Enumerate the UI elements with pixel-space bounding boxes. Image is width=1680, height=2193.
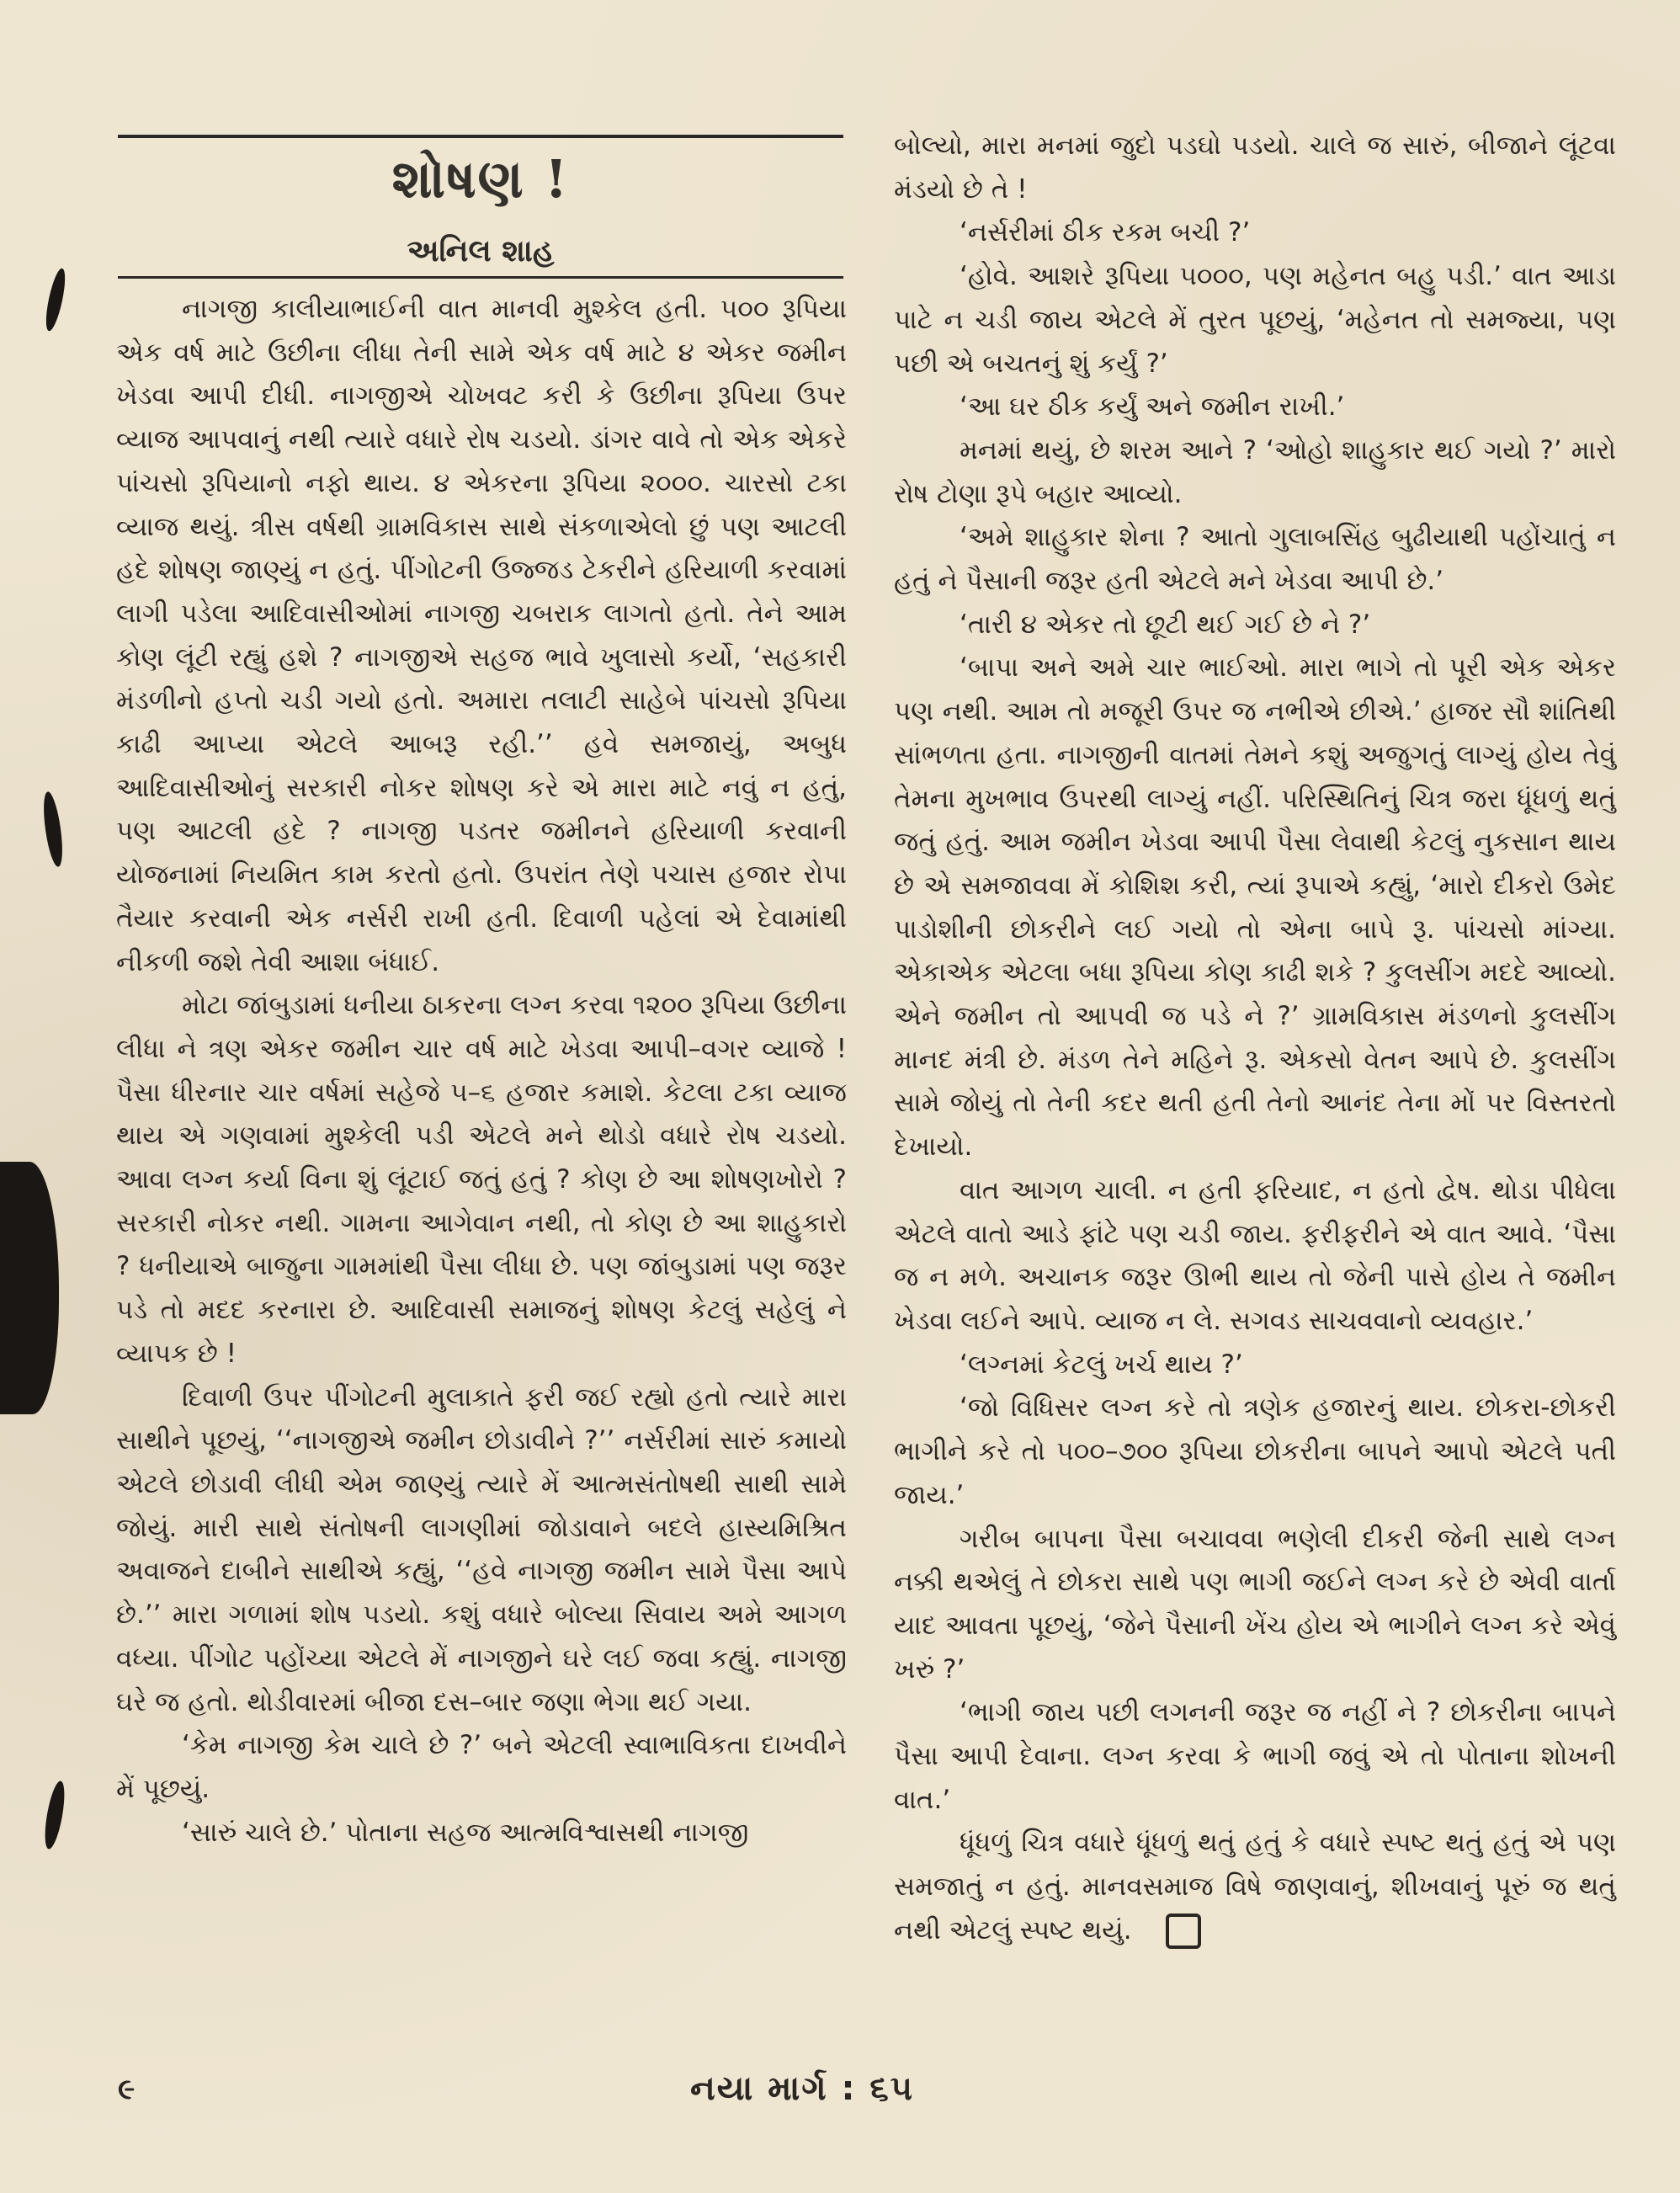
left-column: [116, 288, 847, 1855]
paragraph: ‘જો વિધિસર લગ્ન કરે તો ત્રણેક હજારનું થાય. છોકરા-છોકરી ભાગીને કરે તો ૫૦૦–૭૦૦ રૂપિયા છોકરીના બાપને આપો એટલે પતી જાય.’: [894, 1392, 1616, 1510]
paragraph: મોટા જાંબુડામાં ધનીયા ઠાકરના લગ્ન કરવા ૧૨૦૦ રૂપિયા ઉછીના લીધા ને ત્રણ એકર જમીન ચાર વર્ષ માટે ખેડવા આપી–વગર વ્યાજે ! પૈસા ધીરનાર ચાર વર્ષમાં સહેજે ૫–૬ હજાર કમાશે. કેટલા ટકા વ્યાજ થાય એ ગણવામાં મુશ્કેલી પડી એટલે મને થોડો વધારે રોષ ચડયો. આવા લગ્ન કર્યા વિના શું લૂંટાઈ જતું હતું ? કોણ છે આ શોષણખોરો ? સરકારી નોકર નથી. ગામના આગેવાન નથી, તો કોણ છે આ શાહુકારો ? ધનીયાએ બાજુના ગામમાંથી પૈસા લીધા છે. પણ જાંબુડામાં પણ જરૂર પડે તો મદદ કરનારા છે. આદિવાસી સમાજનું શોષણ કેટલું સહેલું ને વ્યાપક છે !: [116, 990, 847, 1369]
paragraph: ‘હોવે. આશરે રૂપિયા ૫૦૦૦, પણ મહેનત બહુ પડી.’ વાત આડા પાટે ન ચડી જાય એટલે મેં તુરત પૂછયું, ‘મહેનત તો સમજ્યા, પણ પછી એ બચતનું શું કર્યું ?’: [894, 261, 1616, 379]
paragraph: નાગજી કાલીયાભાઈની વાત માનવી મુશ્કેલ હતી. ૫૦૦ રૂપિયા એક વર્ષ માટે ઉછીના લીધા તેની સામે એક વર્ષ માટે ૪ એકર જમીન ખેડવા આપી દીધી. નાગજીએ ચોખવટ કરી કે ઉછીના રૂપિયા ઉપર વ્યાજ આપવાનું નથી ત્યારે વધારે રોષ ચડયો. ડાંગર વાવે તો એક એકરે પાંચસો રૂપિયાનો નફો થાય. ૪ એકરના રૂપિયા ૨૦૦૦. ચારસો ટકા વ્યાજ થયું. ત્રીસ વર્ષથી ગ્રામવિકાસ સાથે સંકળાએલો છું પણ આટલી હદે શોષણ જાણ્યું ન હતું. પીંગોટની ઉજ્જડ ટેકરીને હરિયાળી કરવામાં લાગી પડેલા આદિવાસીઓમાં નાગજી ચબરાક લાગતો હતો. તેને આમ કોણ લૂંટી રહ્યું હશે ? નાગજીએ સહજ ભાવે ખુલાસો કર્યો, ‘સહકારી મંડળીનો હપ્તો ચડી ગયો હતો. અમારા તલાટી સાહેબે પાંચસો રૂપિયા કાઢી આપ્યા એટલે આબરૂ રહી.’’ હવે સમજાયું, અબુધ આદિવાસીઓનું સરકારી નોકર શોષણ કરે એ મારા માટે નવું ન હતું, પણ આટલી હદે ? નાગજી પડતર જમીનને હરિયાળી કરવાની યોજનામાં નિયમિત કામ કરતો હતો. ઉપરાંત તેણે પચાસ હજાર રોપા તૈયાર કરવાની એક નર્સરી રાખી હતી. દિવાળી પહેલાં એ દેવામાંથી નીકળી જશે તેવી આશા બંધાઈ.: [116, 294, 847, 977]
paragraph: ‘આ ઘર ઠીક કર્યું અને જમીન રાખી.’: [960, 391, 1345, 423]
paragraph: ‘અમે શાહુકાર શેના ? આતો ગુલાબસિંહ બુઢીયાથી પહોંચાતું ન હતું ને પૈસાની જરૂર હતી એટલે મને ખેડવા આપી છે.’: [894, 522, 1616, 597]
paper-damage: [42, 267, 68, 333]
paragraph-text: ધૂંધળું ચિત્ર વધારે ધૂંધળું થતું હતું કે વધારે સ્પષ્ટ થતું હતું એ પણ સમજાતું ન હતું. માનવસમાજ વિષે જાણવાનું, શીખવાનું પૂરું જ થતું નથી એટલું સ્પષ્ટ થયું.: [894, 1828, 1616, 1945]
paragraph: ‘સારું ચાલે છે.’ પોતાના સહજ આત્મવિશ્વાસથી નાગજી: [182, 1817, 749, 1848]
paragraph: ‘લગ્નમાં કેટલું ખર્ચ થાય ?’: [960, 1349, 1243, 1380]
paragraph: દિવાળી ઉપર પીંગોટની મુલાકાતે ફરી જઈ રહ્યો હતો ત્યારે મારા સાથીને પૂછયું, ‘‘નાગજીએ જમીન છોડાવીને ?’’ નર્સરીમાં સારું કમાયો એટલે છોડાવી લીધી એમ જાણ્યું ત્યારે મેં આત્મસંતોષથી સાથી સામે જોયું. મારી સાથે સંતોષની લાગણીમાં જોડાવાને બદલે હાસ્યમિશ્રિત અવાજને દાબીને સાથીએ કહ્યું, ‘‘હવે નાગજી જમીન સામે પૈસા આપે છે.’’ મારા ગળામાં શોષ પડયો. કશું વધારે બોલ્યા સિવાય અમે આગળ વધ્યા. પીંગોટ પહોંચ્યા એટલે મેં નાગજીને ઘરે લઈ જવા કહ્યું. નાગજી ઘરે જ હતો. થોડીવારમાં બીજા દસ–બાર જણા ભેગા થઈ ગયા.: [116, 1381, 847, 1717]
article-title: શોષણ !: [391, 148, 570, 210]
paragraph: ‘ભાગી જાય પછી લગનની જરૂર જ નહીં ને ? છોકરીના બાપને પૈસા આપી દેવાના. લગ્ન કરવા કે ભાગી જવું એ તો પોતાના શોખની વાત.’: [894, 1697, 1616, 1815]
paper-damage: [41, 1780, 68, 1850]
article-author: અનિલ શાહ: [407, 234, 555, 269]
page-number: ૯: [118, 2073, 136, 2106]
paragraph: ગરીબ બાપના પૈસા બચાવવા ભણેલી દીકરી જેની સાથે લગ્ન નક્કી થએલું તે છોકરા સાથે પણ ભાગી જઈને લગ્ન કરે છે એવી વાર્તા યાદ આવતા પૂછયું, ‘જેને પૈસાની ખેંચ હોય એ ભાગીને લગ્ન કરે એવું ખરું ?’: [894, 1523, 1616, 1685]
paragraph: મનમાં થયું, છે શરમ આને ? ‘ઓહો શાહુકાર થઈ ગયો ?’ મારો રોષ ટોણા રૂપે બહાર આવ્યો.: [894, 434, 1616, 509]
paragraph: વાત આગળ ચાલી. ન હતી ફરિયાદ, ન હતો દ્વેષ. થોડા પીધેલા એટલે વાતો આડે ફાંટે પણ ચડી જાય. ફરીફરીને એ વાત આવે. ‘પૈસા જ ન મળે. અચાનક જરૂર ઊભી થાય તો જેની પાસે હોય તે જમીન ખેડવા લઈને આપે. વ્યાજ ન લે. સગવડ સાચવવાનો વ્યવહાર.’: [894, 1174, 1616, 1336]
paragraph: ‘નર્સરીમાં ઠીક રકમ બચી ?’: [960, 217, 1251, 248]
paragraph: ‘બાપા અને અમે ચાર ભાઈઓ. મારા ભાગે તો પૂરી એક એકર પણ નથી. આમ તો મજૂરી ઉપર જ નભીએ છીએ.’ હાજર સૌ શાંતિથી સાંભળતા હતા. નાગજીની વાતમાં તેમને કશું અજુગતું લાગ્યું હોય તેવું તેમના મુખભાવ ઉપરથી લાગ્યું નહીં. પરિસ્થિતિનું ચિત્ર જરા ધૂંધળું થતું જતું હતું. આમ જમીન ખેડવા આપી પૈસા લેવાથી કેટલું નુકસાન થાય છે એ સમજાવવા મેં કોશિશ કરી, ત્યાં રૂપાએ કહ્યું, ‘મારો દીકરો ઉમેદ પાડોશીની છોકરીને લઈ ગયો તો એના બાપે રૂ. પાંચસો માંગ્યા. એકાએક એટલા બધા રૂપિયા કોણ કાઢી શકે ? કુલસીંગ મદદે આવ્યો. એને જમીન તો આપવી જ પડે ને ?’ ગ્રામવિકાસ મંડળનો કુલસીંગ માનદ મંત્રી છે. મંડળ તેને મહિને રૂ. એકસો વેતન આપે છે. કુલસીંગ સામે જોયું તો તેની કદર થતી હતી તેનો આનંદ તેના મોં પર વિસ્તરતો દેખાયો.: [894, 652, 1616, 1163]
paragraph: બોલ્યો, મારા મનમાં જુદો પડઘો પડયો. ચાલે જ સારું, બીજાને લૂંટવા મંડયો છે તે !: [894, 130, 1616, 205]
publication-footer: નયા માર્ગ : ૬૫: [690, 2069, 915, 2108]
right-column: [894, 125, 1616, 1953]
paper-damage: [40, 790, 66, 868]
paper-damage: [0, 1162, 59, 1414]
last-paragraph: [894, 1822, 1616, 1952]
author-rule: [118, 276, 843, 279]
header-rule: [118, 135, 843, 138]
end-mark-icon: [1166, 1914, 1201, 1949]
paragraph: ‘તારી ૪ એકર તો છૂટી થઈ ગઈ છે ને ?’: [960, 609, 1371, 640]
paragraph: ‘કેમ નાગજી કેમ ચાલે છે ?’ બને એટલી સ્વાભાવિકતા દાખવીને મેં પૂછયું.: [116, 1730, 847, 1804]
